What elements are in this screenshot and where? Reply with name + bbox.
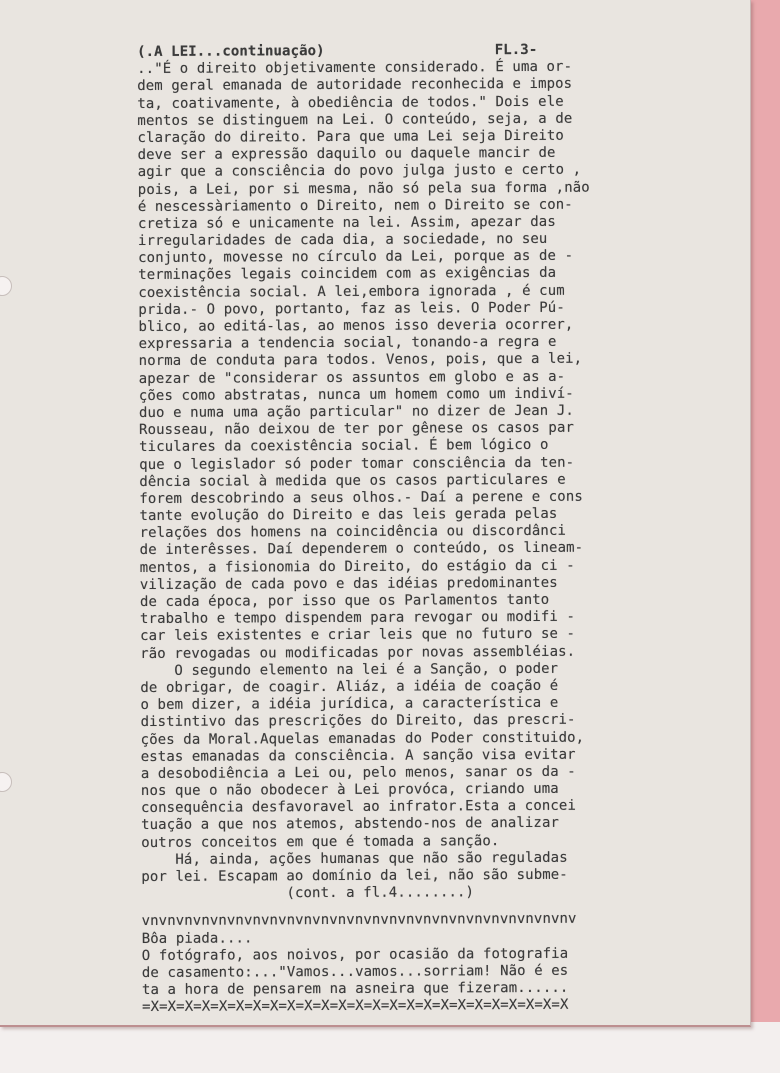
text-line: mentos se distinguem na Lei. O conteúdo, seja, a de [137, 110, 573, 129]
joke-line: de casamento:..."Vamos...vamos...sorriam! Não é es [141, 962, 569, 981]
joke-line: ta a hora de pensarem na asneira que fizeram...... [141, 979, 569, 999]
page-text [137, 41, 637, 1016]
text-line: duo e numa uma ação particular" no dizer de Jean J. [138, 402, 574, 421]
header-title: (.A LEI...continuação) [137, 43, 325, 60]
text-line: terminações legais coincidem com as exigências da [138, 265, 557, 284]
text-line: Rousseau, não deixou de ter por gênese os casos par [138, 419, 575, 439]
text-line: ções como abstratas, nunca um homem como um indiví- [138, 385, 574, 404]
text-line: trabalho e tempo dispendem para revogar ou modifi - [139, 608, 576, 628]
text-line: car leis existentes e criar leis que no futuro se - [140, 626, 576, 645]
text-line: é nescessàriamento o Direito, nem o Direito se con- [137, 196, 573, 215]
text-line: outros conceitos em que é tomada a sanção. [141, 832, 500, 851]
text-line: de obrigar, de coagir. Aliáz, a idéia de coação é [140, 677, 559, 696]
text-line: apezar de "considerar os assuntos em globo e as a- [138, 368, 566, 387]
text-line: distintivo das prescrições do Direito, das prescri- [140, 712, 576, 731]
text-line: que o legislador só poder tomar consciência da ten- [139, 454, 575, 473]
joke-line: Bôa piada.... [141, 929, 253, 947]
text-line: pois, a Lei, por si mesma, não só pela sua forma ,não [137, 179, 590, 198]
text-line: O segundo elemento na lei é a Sanção, o poder [140, 660, 559, 679]
text-line: tante evolução do Direito e das leis gerada pelas [139, 505, 558, 525]
text-line: forem descobrindo a seus olhos.- Daí a perene e cons [139, 488, 583, 507]
text-line: Há, ainda, ações humanas que não são reguladas [141, 849, 568, 868]
text-line: a desobodiência a Lei ou, pelo menos, sanar os da - [140, 763, 576, 782]
text-line: claração do direito. Para que uma Lei seja Direito [137, 127, 564, 146]
text-line: tuação a que nos atemos, abstendo-nos de analizar [141, 815, 560, 834]
text-line: blico, ao editá-las, ao menos isso deveria ocorrer, [138, 316, 574, 335]
text-line: relações dos homens na coincidência ou discordânci [139, 523, 567, 542]
text-line: ções da Moral.Aquelas emanadas do Poder constituido, [140, 729, 585, 748]
punch-hole [0, 276, 12, 296]
joke-line: O fotógrafo, aos noivos, por ocasião da fotografia [141, 945, 569, 964]
text-line: conjunto, movesse no círculo da Lei, porque as de - [138, 247, 574, 267]
text-line: de cada época, por isso que os Parlamentos tanto [139, 591, 550, 610]
text-line: consequência desfavoravel ao infrator.Esta a concei [140, 797, 577, 817]
text-line: agir que a consciência do povo julga justo e certo , [137, 161, 582, 181]
text-line: expressaria a tendencia social, tonando-a regra e [138, 333, 557, 353]
text-line: estas emanadas da consciência. A sanção visa evitar [140, 746, 576, 765]
text-line: ta, coativamente, à obediência de todos." Dois ele [137, 93, 564, 112]
text-line: norma de conduta para todos. Venos, pois, que a lei, [138, 351, 583, 370]
text-line: o bem dizer, a idéia jurídica, a característica e [140, 694, 559, 714]
text-line: dem geral emanada de autoridade reconhecida e impos [137, 76, 573, 95]
text-line: vilização de cada povo e das idéias predominantes [139, 574, 558, 593]
text-line: por lei. Escapam ao domínio da lei, não são subme- [141, 866, 568, 885]
body-text [137, 59, 636, 904]
text-line: (cont. a fl.4........) [141, 884, 475, 903]
text-line: cretiza só e unicamente na lei. Assim, apezar das [137, 213, 556, 232]
text-line: nos que o não obodecer à Lei provóca, criando uma [140, 780, 559, 800]
text-line: mentos, a fisionomia do Direito, do estágio da ci - [139, 557, 575, 576]
text-line: deve ser a expressão daquilo ou daquele mancir de [137, 144, 556, 164]
text-line: rão revogadas ou modificadas por novas assembléias. [140, 643, 576, 662]
joke-line: =X=X=X=X=X=X=X=X=X=X=X=X=X=X=X=X=X=X=X=X=X=X=X=X=X [142, 997, 569, 1016]
text-line: .."É o direito objetivamente considerado. É uma or- [137, 58, 573, 78]
text-line: irregularidades de cada dia, a sociedade, no seu [137, 230, 548, 250]
separator-line: vnvnvnvnvnvnvnvnvnvnvnvnvnvnvnvnvnvnvnvnvnvnvnvnvnv [141, 911, 577, 930]
text-line: dência social à medida que os casos particulares e [139, 471, 566, 490]
text-line: prida.- O povo, portanto, faz as leis. O Poder Pú- [138, 299, 565, 318]
punch-hole [0, 772, 12, 792]
joke-text [142, 928, 637, 1017]
scan-background [0, 1022, 780, 1073]
text-line: coexistência social. A lei,embora ignorada , é cum [138, 282, 565, 301]
text-line: ticulares da coexistência social. É bem lógico o [139, 437, 549, 456]
page-number: FL.3- [494, 41, 538, 59]
text-line: de interêsses. Daí dependerem o conteúdo, os lineam- [139, 540, 584, 559]
